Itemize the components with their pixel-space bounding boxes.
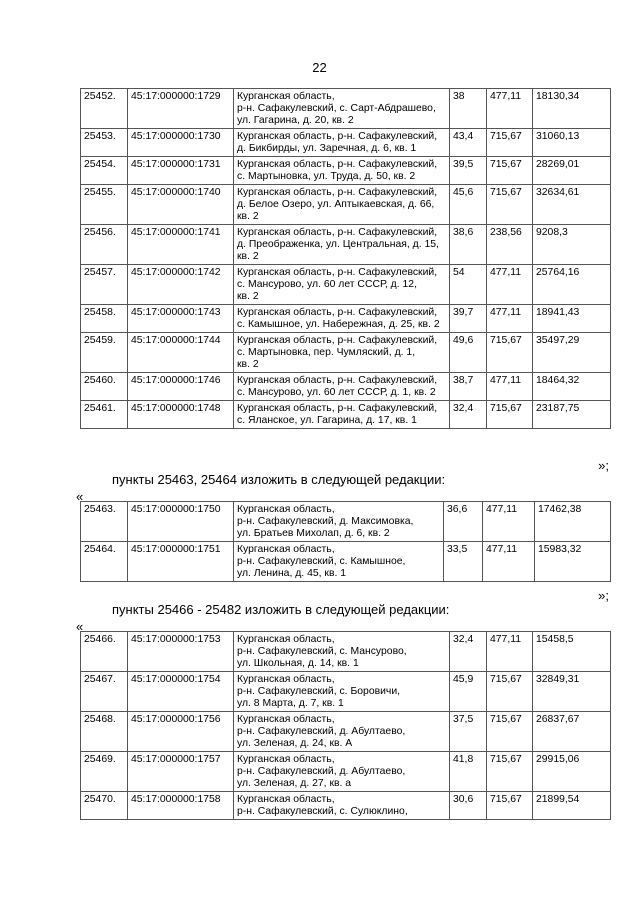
cadastral-number: 45:17:000000:1742 xyxy=(128,265,234,305)
address-line: Курганская область, р-н. Сафакулевский, xyxy=(237,307,438,318)
page-number: 22 xyxy=(312,60,327,75)
address-line: Курганская область, р-н. Сафакулевский, xyxy=(237,335,438,346)
address-line: ул. Ленина, д. 45, кв. 1 xyxy=(237,568,347,579)
area-value: 54 xyxy=(450,265,487,305)
cadastral-number: 45:17:000000:1746 xyxy=(128,373,234,401)
rate-value: 477,11 xyxy=(487,632,533,672)
cadastral-number: 45:17:000000:1748 xyxy=(128,401,234,429)
area-value: 37,5 xyxy=(450,712,487,752)
amount-value: 18130,34 xyxy=(533,89,611,129)
rate-value: 477,11 xyxy=(487,265,533,305)
address-line: Курганская область, xyxy=(237,544,335,555)
amount-value: 32634,61 xyxy=(533,185,611,225)
address xyxy=(234,792,450,820)
area-value: 36,6 xyxy=(444,502,483,542)
table-row xyxy=(81,225,611,265)
entry-number: 25468. xyxy=(81,712,128,752)
address-line: Курганская область, xyxy=(237,674,335,685)
table-row xyxy=(81,752,611,792)
address-line: Курганская область, р-н. Сафакулевский, xyxy=(237,375,438,386)
rate-value: 477,11 xyxy=(483,502,535,542)
amount-value: 32849,31 xyxy=(533,672,611,712)
registry-table-2 xyxy=(80,501,611,582)
address-line: д. Преображенка, ул. Центральная, д. 15, xyxy=(237,239,439,250)
table-row xyxy=(81,712,611,752)
address-line: Курганская область, р-н. Сафакулевский, xyxy=(237,267,438,278)
amount-value: 29915,06 xyxy=(533,752,611,792)
address-line: Курганская область, xyxy=(237,91,335,102)
amount-value: 17462,38 xyxy=(535,502,611,542)
table-row xyxy=(81,157,611,185)
address-line: с. Мартыновка, пер. Чумляский, д. 1, xyxy=(237,347,416,358)
address-line: с. Яланское, ул. Гагарина, д. 17, кв. 1 xyxy=(237,415,417,426)
area-value: 39,5 xyxy=(450,157,487,185)
address-line: с. Мартыновка, ул. Труда, д. 50, кв. 2 xyxy=(237,171,416,182)
address-line: Курганская область, xyxy=(237,754,335,765)
amount-value: 15458,5 xyxy=(533,632,611,672)
address-line: кв. 2 xyxy=(237,211,259,222)
cadastral-number: 45:17:000000:1750 xyxy=(128,502,234,542)
amount-value: 25764,16 xyxy=(533,265,611,305)
amendment-paragraph: пункты 25466 - 25482 изложить в следующей редакции: xyxy=(112,602,450,617)
address-line: ул. 8 Марта, д. 7, кв. 1 xyxy=(237,698,344,709)
address-line: кв. 2 xyxy=(237,291,259,302)
address xyxy=(234,185,450,225)
cadastral-number: 45:17:000000:1758 xyxy=(128,792,234,820)
address xyxy=(234,373,450,401)
entry-number: 25456. xyxy=(81,225,128,265)
amount-value: 18941,43 xyxy=(533,305,611,333)
rate-value: 715,67 xyxy=(487,401,533,429)
address-line: кв. 2 xyxy=(237,251,259,262)
entry-number: 25469. xyxy=(81,752,128,792)
registry-table-1 xyxy=(80,88,611,429)
rate-value: 715,67 xyxy=(487,792,533,820)
address-line: кв. 2 xyxy=(237,359,259,370)
table-row xyxy=(81,632,611,672)
rate-value: 477,11 xyxy=(487,373,533,401)
entry-number: 25460. xyxy=(81,373,128,401)
table-row xyxy=(81,129,611,157)
entry-number: 25466. xyxy=(81,632,128,672)
cadastral-number: 45:17:000000:1729 xyxy=(128,89,234,129)
opening-quote: « xyxy=(76,619,84,634)
address xyxy=(234,305,450,333)
table-row xyxy=(81,792,611,820)
amount-value: 35497,29 xyxy=(533,333,611,373)
address xyxy=(234,502,444,542)
registry-table-3 xyxy=(80,631,611,820)
address-line: р-н. Сафакулевский, с. Сарт-Абдрашево, xyxy=(237,103,436,114)
address xyxy=(234,712,450,752)
area-value: 38,6 xyxy=(450,225,487,265)
amount-value: 18464,32 xyxy=(533,373,611,401)
entry-number: 25459. xyxy=(81,333,128,373)
rate-value: 477,11 xyxy=(487,89,533,129)
address xyxy=(234,542,444,582)
area-value: 45,9 xyxy=(450,672,487,712)
address-line: р-н. Сафакулевский, с. Сулюклино, xyxy=(237,806,408,817)
amount-value: 31060,13 xyxy=(533,129,611,157)
address-line: ул. Гагарина, д. 20, кв. 2 xyxy=(237,115,354,126)
cadastral-number: 45:17:000000:1757 xyxy=(128,752,234,792)
rate-value: 715,67 xyxy=(487,672,533,712)
table-row xyxy=(81,185,611,225)
address-line: Курганская область, р-н. Сафакулевский, xyxy=(237,403,438,414)
entry-number: 25454. xyxy=(81,157,128,185)
address-line: Курганская область, xyxy=(237,794,335,805)
cadastral-number: 45:17:000000:1730 xyxy=(128,129,234,157)
table-row xyxy=(81,89,611,129)
area-value: 32,4 xyxy=(450,632,487,672)
table-row xyxy=(81,373,611,401)
rate-value: 715,67 xyxy=(487,185,533,225)
address-line: ул. Школьная, д. 14, кв. 1 xyxy=(237,658,359,669)
address-line: Курганская область, р-н. Сафакулевский, xyxy=(237,159,438,170)
address-line: с. Мансурово, ул. 60 лет СССР, д. 1, кв. 2 xyxy=(237,387,436,398)
address-line: д. Белое Озеро, ул. Аптыкаевская, д. 66, xyxy=(237,199,435,210)
address xyxy=(234,632,450,672)
address-line: Курганская область, р-н. Сафакулевский, xyxy=(237,227,438,238)
table-row xyxy=(81,401,611,429)
entry-number: 25457. xyxy=(81,265,128,305)
rate-value: 715,67 xyxy=(487,712,533,752)
address-line: р-н. Сафакулевский, д. Максимовка, xyxy=(237,516,414,527)
table-row xyxy=(81,333,611,373)
address-line: Курганская область, р-н. Сафакулевский, xyxy=(237,187,438,198)
address xyxy=(234,401,450,429)
address-line: р-н. Сафакулевский, с. Боровичи, xyxy=(237,686,401,697)
address xyxy=(234,225,450,265)
amount-value: 15983,32 xyxy=(535,542,611,582)
entry-number: 25453. xyxy=(81,129,128,157)
rate-value: 477,11 xyxy=(487,305,533,333)
rate-value: 715,67 xyxy=(487,752,533,792)
entry-number: 25464. xyxy=(81,542,128,582)
entry-number: 25458. xyxy=(81,305,128,333)
address xyxy=(234,752,450,792)
cadastral-number: 45:17:000000:1756 xyxy=(128,712,234,752)
rate-value: 715,67 xyxy=(487,157,533,185)
area-value: 43,4 xyxy=(450,129,487,157)
rate-value: 238,56 xyxy=(487,225,533,265)
closing-quote: »; xyxy=(598,588,609,603)
rate-value: 715,67 xyxy=(487,129,533,157)
cadastral-number: 45:17:000000:1740 xyxy=(128,185,234,225)
area-value: 32,4 xyxy=(450,401,487,429)
area-value: 33,5 xyxy=(444,542,483,582)
address-line: ул. Братьев Михолап, д. 6, кв. 2 xyxy=(237,528,390,539)
table-row xyxy=(81,305,611,333)
address-line: с. Мансурово, ул. 60 лет СССР, д. 12, xyxy=(237,279,417,290)
area-value: 38 xyxy=(450,89,487,129)
address xyxy=(234,129,450,157)
address-line: Курганская область, xyxy=(237,634,335,645)
address-line: р-н. Сафакулевский, с. Камышное, xyxy=(237,556,406,567)
address-line: ул. Зеленая, д. 27, кв. а xyxy=(237,778,352,789)
area-value: 41,8 xyxy=(450,752,487,792)
entry-number: 25467. xyxy=(81,672,128,712)
closing-quote: »; xyxy=(598,458,609,473)
address-line: д. Бикбирды, ул. Заречная, д. 6, кв. 1 xyxy=(237,143,417,154)
address xyxy=(234,89,450,129)
table-row xyxy=(81,542,611,582)
rate-value: 715,67 xyxy=(487,333,533,373)
address-line: р-н. Сафакулевский, д. Абултаево, xyxy=(237,766,406,777)
amount-value: 28269,01 xyxy=(533,157,611,185)
area-value: 30,6 xyxy=(450,792,487,820)
address xyxy=(234,672,450,712)
area-value: 45,6 xyxy=(450,185,487,225)
address-line: Курганская область, xyxy=(237,504,335,515)
entry-number: 25452. xyxy=(81,89,128,129)
amount-value: 23187,75 xyxy=(533,401,611,429)
address-line: ул. Зеленая, д. 24, кв. А xyxy=(237,738,353,749)
table-row xyxy=(81,502,611,542)
address xyxy=(234,333,450,373)
area-value: 38,7 xyxy=(450,373,487,401)
address xyxy=(234,157,450,185)
cadastral-number: 45:17:000000:1753 xyxy=(128,632,234,672)
address-line: Курганская область, р-н. Сафакулевский, xyxy=(237,131,438,142)
table-row xyxy=(81,265,611,305)
address-line: Курганская область, xyxy=(237,714,335,725)
amount-value: 21899,54 xyxy=(533,792,611,820)
amount-value: 9208,3 xyxy=(533,225,611,265)
amount-value: 26837,67 xyxy=(533,712,611,752)
cadastral-number: 45:17:000000:1754 xyxy=(128,672,234,712)
cadastral-number: 45:17:000000:1743 xyxy=(128,305,234,333)
cadastral-number: 45:17:000000:1751 xyxy=(128,542,234,582)
address-line: р-н. Сафакулевский, д. Абултаево, xyxy=(237,726,406,737)
table-row xyxy=(81,672,611,712)
amendment-paragraph: пункты 25463, 25464 изложить в следующей редакции: xyxy=(112,472,446,487)
cadastral-number: 45:17:000000:1744 xyxy=(128,333,234,373)
address xyxy=(234,265,450,305)
address-line: р-н. Сафакулевский, с. Мансурово, xyxy=(237,646,407,657)
entry-number: 25463. xyxy=(81,502,128,542)
entry-number: 25455. xyxy=(81,185,128,225)
area-value: 49,6 xyxy=(450,333,487,373)
rate-value: 477,11 xyxy=(483,542,535,582)
address-line: с. Камышное, ул. Набережная, д. 25, кв. 2 xyxy=(237,319,440,330)
cadastral-number: 45:17:000000:1741 xyxy=(128,225,234,265)
entry-number: 25461. xyxy=(81,401,128,429)
entry-number: 25470. xyxy=(81,792,128,820)
cadastral-number: 45:17:000000:1731 xyxy=(128,157,234,185)
opening-quote: « xyxy=(76,489,84,504)
area-value: 39,7 xyxy=(450,305,487,333)
